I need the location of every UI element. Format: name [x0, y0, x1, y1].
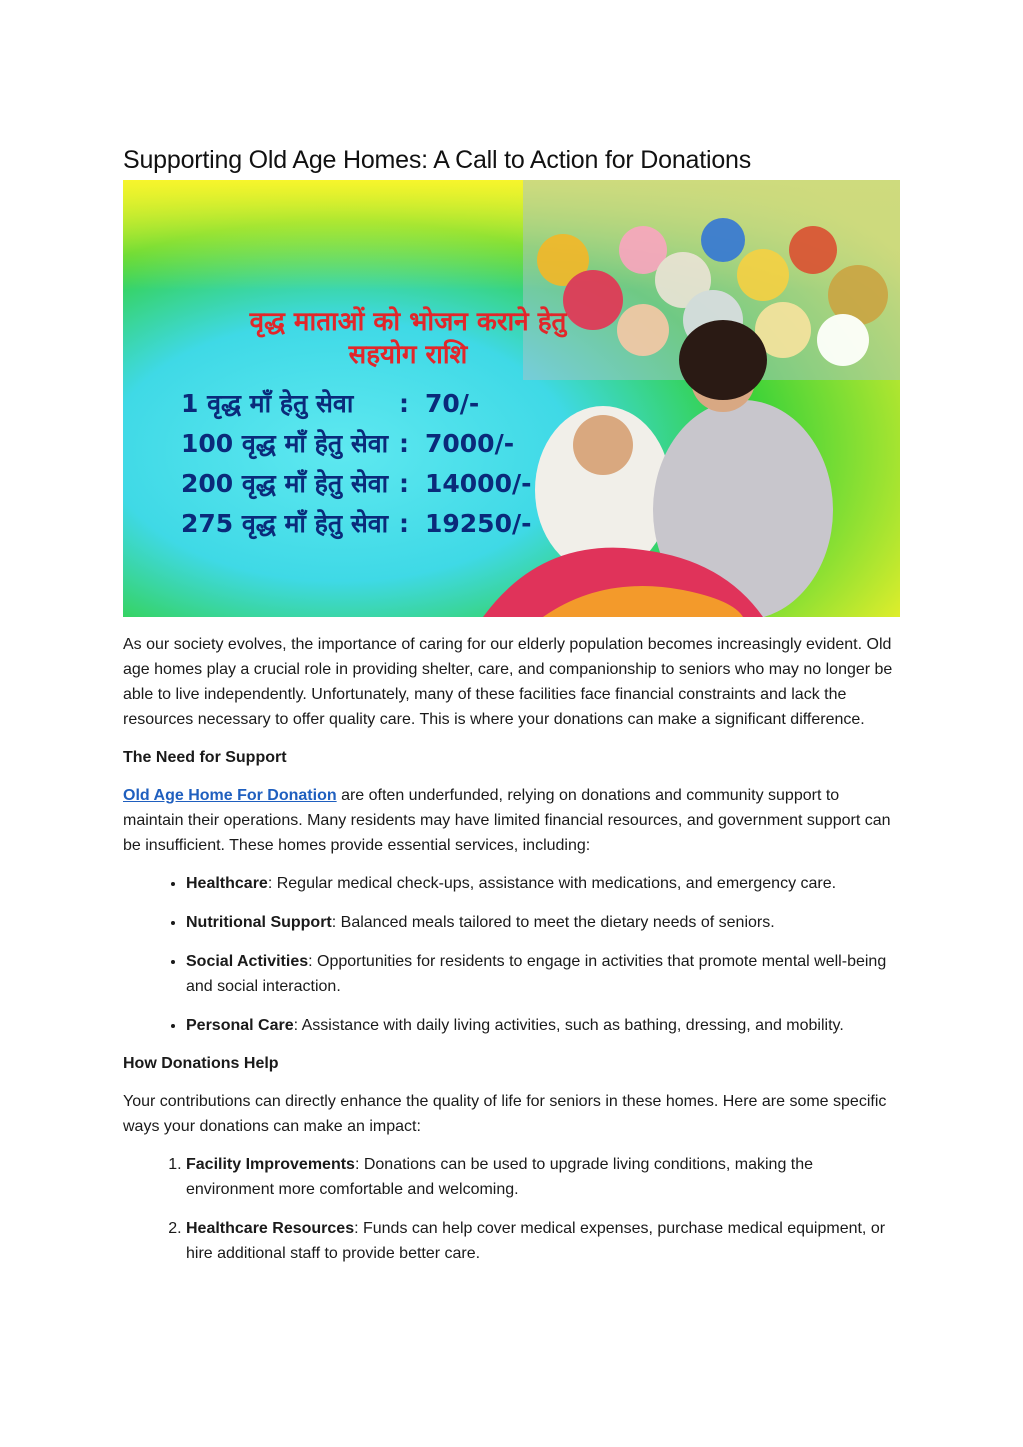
services-list — [123, 871, 903, 1038]
banner-heading-line1: वृद्ध माताओं को भोजन कराने हेतु — [249, 307, 567, 337]
list-item-term: Healthcare Resources — [186, 1220, 355, 1237]
list-item — [186, 949, 903, 999]
donations-paragraph: Your contributions can directly enhance the quality of life for seniors in these homes. Here are some specific ways your donations can make an impact: — [123, 1093, 887, 1135]
banner-row-label: 1 वृद्ध माँ हेतु सेवा — [181, 389, 354, 418]
banner-row-label: 200 वृद्ध माँ हेतु सेवा — [181, 469, 389, 498]
banner-graphic — [123, 180, 900, 617]
banner-row-amount: 14000/- — [425, 469, 532, 498]
list-item-text: : Donations can be used to upgrade living conditions, making the environment more comfortable and welcoming. — [186, 1156, 814, 1198]
section-heading-need: The Need for Support — [123, 749, 287, 766]
banner-heading-line2: सहयोग राशि — [348, 340, 468, 370]
section-heading-donations: How Donations Help — [123, 1055, 279, 1072]
banner-row-label: 100 वृद्ध माँ हेतु सेवा — [181, 429, 389, 458]
list-item-text: : Assistance with daily living activities, such as bathing, dressing, and mobility. — [293, 1017, 844, 1034]
list-item — [186, 1013, 903, 1038]
banner-row-sep: : — [399, 509, 409, 538]
banner-row-label: 275 वृद्ध माँ हेतु सेवा — [181, 509, 389, 538]
list-item-term: Healthcare — [186, 875, 268, 892]
list-item-text: : Opportunities for residents to engage in activities that promote mental well-being and social interaction. — [186, 953, 887, 995]
list-item-term: Facility Improvements — [186, 1156, 355, 1173]
impact-list — [123, 1152, 903, 1266]
list-item-text: : Balanced meals tailored to meet the dietary needs of seniors. — [331, 914, 775, 931]
donation-banner-image — [123, 180, 900, 617]
list-item-term: Nutritional Support — [186, 914, 332, 931]
banner-row-amount: 19250/- — [425, 509, 532, 538]
intro-paragraph: As our society evolves, the importance of caring for our elderly population becomes increasingly evident. Old age homes play a crucial role in providing shelter, care, and companionship to seniors who may no longer be able to live independently. Unfortunately, many of these facilities face financial constraints and lack the resources necessary to offer quality care. This is where your donations can make a significant difference. — [123, 636, 893, 728]
list-item-text: : Funds can help cover medical expenses, purchase medical equipment, or hire additional staff to provide better care. — [186, 1220, 886, 1262]
list-item — [186, 1152, 903, 1202]
old-age-home-donation-link[interactable]: Old Age Home For Donation — [123, 787, 337, 804]
banner-row-sep: : — [399, 389, 409, 418]
banner-row-sep: : — [399, 469, 409, 498]
page-title: Supporting Old Age Homes: A Call to Action for Donations — [123, 146, 752, 174]
list-item — [186, 871, 903, 896]
article-body — [123, 632, 903, 1279]
list-item-text: : Regular medical check-ups, assistance with medications, and emergency care. — [267, 875, 837, 892]
list-item-term: Social Activities — [186, 953, 309, 970]
list-item — [186, 1216, 903, 1266]
list-item-term: Personal Care — [186, 1017, 294, 1034]
banner-row-amount: 7000/- — [425, 429, 515, 458]
banner-row-sep: : — [399, 429, 409, 458]
need-paragraph-text: are often underfunded, relying on donations and community support to maintain their operations. Many residents may have limited financial resources, and government support can be insufficient. These homes provide essential services, including: — [123, 787, 891, 854]
list-item — [186, 910, 903, 935]
need-paragraph — [123, 783, 903, 858]
banner-row-amount: 70/- — [425, 389, 480, 418]
